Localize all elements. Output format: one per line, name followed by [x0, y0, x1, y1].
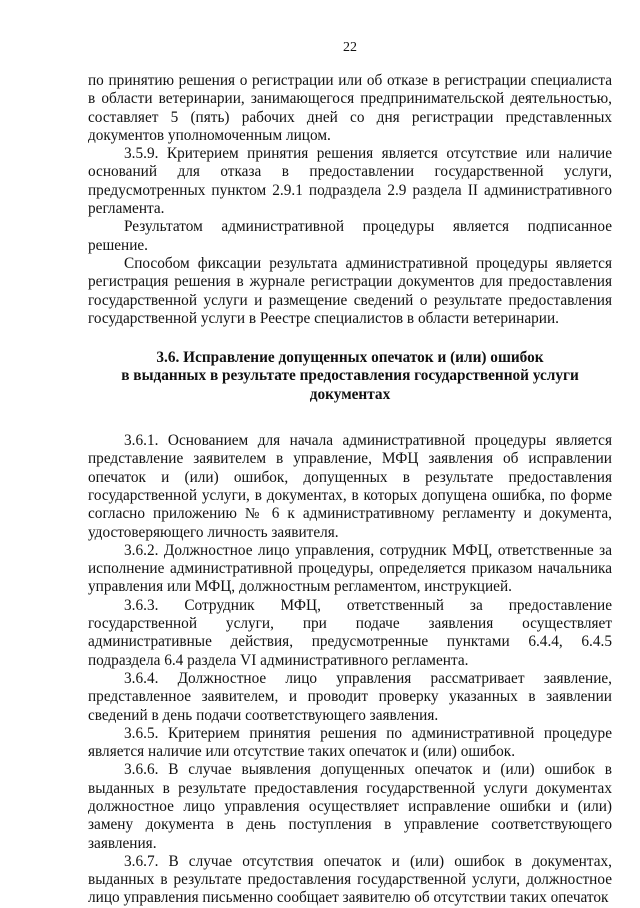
paragraph-3-6-6: 3.6.6. В случае выявления допущенных опечаток и (или) ошибок в выданных в результате предоставления государственной услуги документах должностное лицо управления осуществляет исправление ошибки и (или) замену документа в день поступления в управление соответствующего заявления.: [88, 761, 612, 852]
paragraph-3-6-5: 3.6.5. Критерием принятия решения по административной процедуре является наличие или отсутствие таких опечаток и (или) ошибок.: [88, 724, 612, 761]
paragraph-3-6-3: 3.6.3. Сотрудник МФЦ, ответственный за предоставление государственной услуги, при подаче заявления осуществляет административные действия, предусмотренные пунктами 6.4.4, 6.4.5 подраздела 6.4 раздела VI административного регламента.: [88, 596, 612, 669]
section-heading: [88, 349, 612, 404]
paragraph-result: Результатом административной процедуры является подписанное решение.: [88, 218, 612, 254]
page-number: 22: [343, 40, 357, 55]
paragraph-fixation: Способом фиксации результата административной процедуры является регистрация решения в журнале регистрации документов для предоставления государственной услуги и размещение сведений о результате предоставления государственной услуги в Реестре специалистов в области ветеринарии.: [88, 254, 612, 327]
paragraph-3-6-7: 3.6.7. В случае отсутствия опечаток и (или) ошибок в документах, выданных в результате предоставления государственной услуги, должностное лицо управления письменно сообщает заявителю об отсутствии таких опечаток: [88, 852, 612, 907]
section-heading-line-2: в выданных в результате предоставления государственной услуги: [121, 367, 579, 385]
spacer: [88, 404, 612, 432]
section-heading-line-1: 3.6. Исправление допущенных опечаток и (или) ошибок: [156, 349, 544, 367]
section-heading-line-3: документах: [309, 385, 391, 403]
paragraph-3-5-9: 3.5.9. Критерием принятия решения является отсутствие или наличие оснований для отказа в предоставлении государственной услуги, предусмотренных пунктом 2.9.1 подраздела 2.9 раздела II административного регламента.: [88, 145, 612, 218]
paragraph-continuation: по принятию решения о регистрации или об отказе в регистрации специалиста в области ветеринарии, занимающегося предпринимательской деятельностью, составляет 5 (пять) рабочих дней со дня регистрации представленных документов уполномоченным лицом.: [88, 72, 612, 144]
paragraph-3-6-4: 3.6.4. Должностное лицо управления рассматривает заявление, представленное заявителем, и проводит проверку указанных в заявлении сведений в день подачи соответствующего заявления.: [88, 669, 612, 724]
paragraph-3-6-2: 3.6.2. Должностное лицо управления, сотрудник МФЦ, ответственные за исполнение административной процедуры, определяется приказом начальника управления или МФЦ, должностным регламентом, инструкцией.: [88, 541, 612, 596]
paragraph-3-6-1: 3.6.1. Основанием для начала административной процедуры является представление заявителем в управление, МФЦ заявления об исправлении опечаток и (или) ошибок, допущенных в результате предоставления государственной услуги, в документах, в которых допущена ошибка, по форме согласно приложению № 6 к административному регламенту и документа, удостоверяющего личность заявителя.: [88, 432, 612, 541]
